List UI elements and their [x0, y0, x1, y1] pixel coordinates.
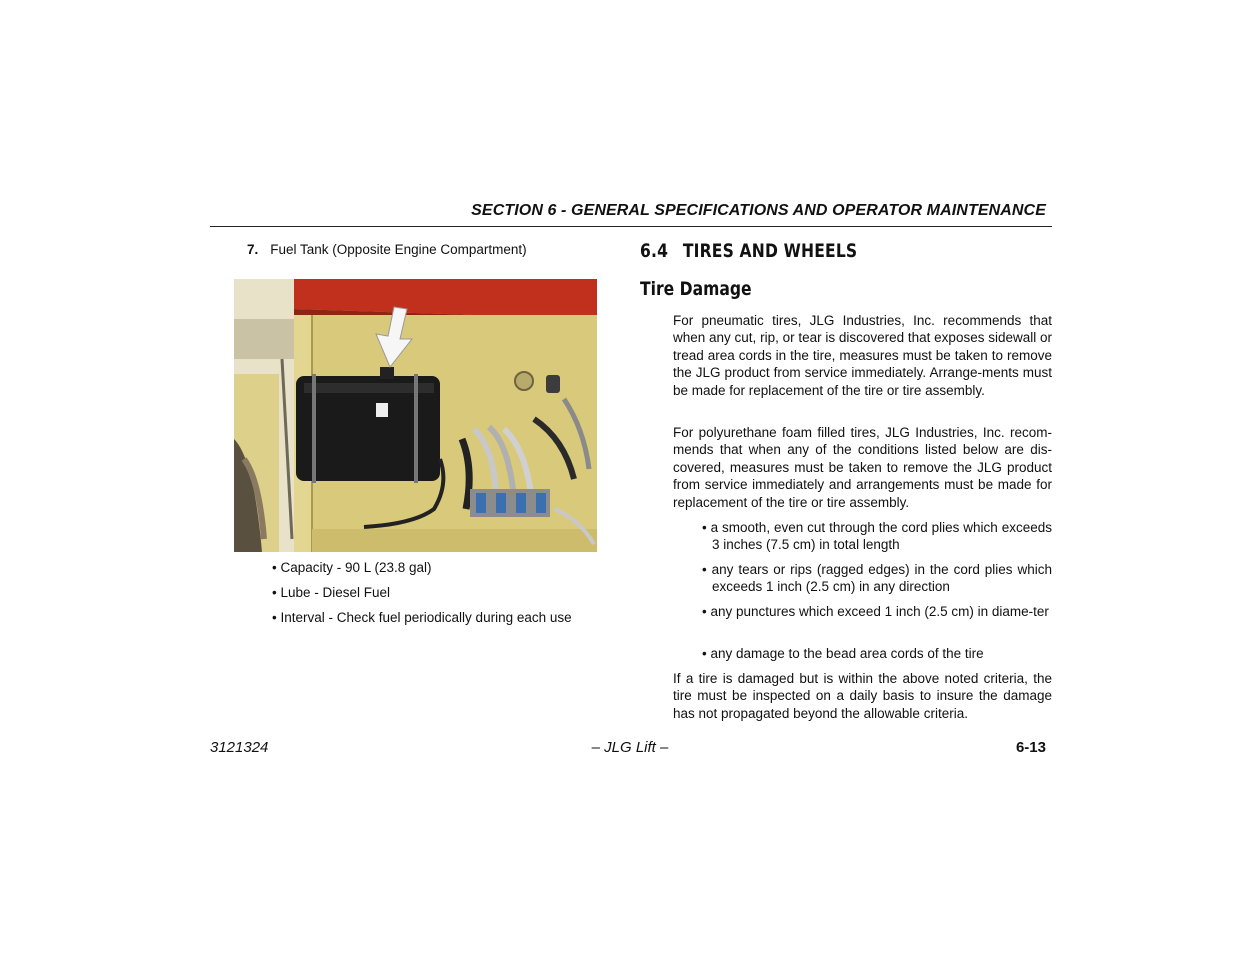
paragraph-polyurethane: For polyurethane foam filled tires, JLG Industries, Inc. recom-mends that when any of the conditions listed below are dis-covered, measures must be taken to remove the JLG product from service immediately and arrangements must be made for replacement of the tire or tire assembly. — [673, 425, 1052, 510]
footer-title: – JLG Lift – — [591, 739, 669, 756]
list-item: • any tears or rips (ragged edges) in the cord plies which exceeds 1 inch (2.5 cm) in any direction — [702, 562, 1052, 595]
list-item: • Interval - Check fuel periodically during each use — [272, 610, 572, 625]
section-number: 6.4 — [640, 240, 669, 262]
paragraph-pneumatic: For pneumatic tires, JLG Industries, Inc. recommends that when any cut, rip, or tear is discovered that exposes sidewall or tread area cords in the tire, measures must be taken to remove the JLG product from service immediately. Arrange-ments must be made for replacement of the tire or tire assembly. — [673, 313, 1052, 398]
step-number: 7. — [247, 242, 259, 257]
page-number: 6-13 — [1015, 739, 1046, 756]
list-item: • any damage to the bead area cords of the tire — [702, 646, 984, 661]
header-rule — [210, 226, 1052, 227]
step-7 — [247, 242, 527, 257]
section-title-text: TIRES AND WHEELS — [682, 240, 858, 262]
list-item: • Capacity - 90 L (23.8 gal) — [272, 560, 432, 575]
doc-number: 3121324 — [210, 739, 269, 756]
section-header: SECTION 6 - GENERAL SPECIFICATIONS AND OPERATOR MAINTENANCE — [471, 202, 1046, 219]
fuel-tank-photo — [234, 279, 597, 552]
list-item: • a smooth, even cut through the cord plies which exceeds 3 inches (7.5 cm) in total length — [702, 520, 1052, 553]
step-text: Fuel Tank (Opposite Engine Compartment) — [270, 242, 527, 257]
list-item: • Lube - Diesel Fuel — [272, 585, 391, 600]
list-item: • any punctures which exceed 1 inch (2.5 cm) in diame-ter — [702, 604, 1049, 619]
subsection-title: Tire Damage — [640, 278, 752, 300]
paragraph-inspection: If a tire is damaged but is within the above noted criteria, the tire must be inspected on a daily basis to insure the damage has not propagated beyond the allowable criteria. — [673, 671, 1052, 721]
fuel-tank-illustration — [234, 279, 597, 552]
section-title — [640, 240, 857, 262]
